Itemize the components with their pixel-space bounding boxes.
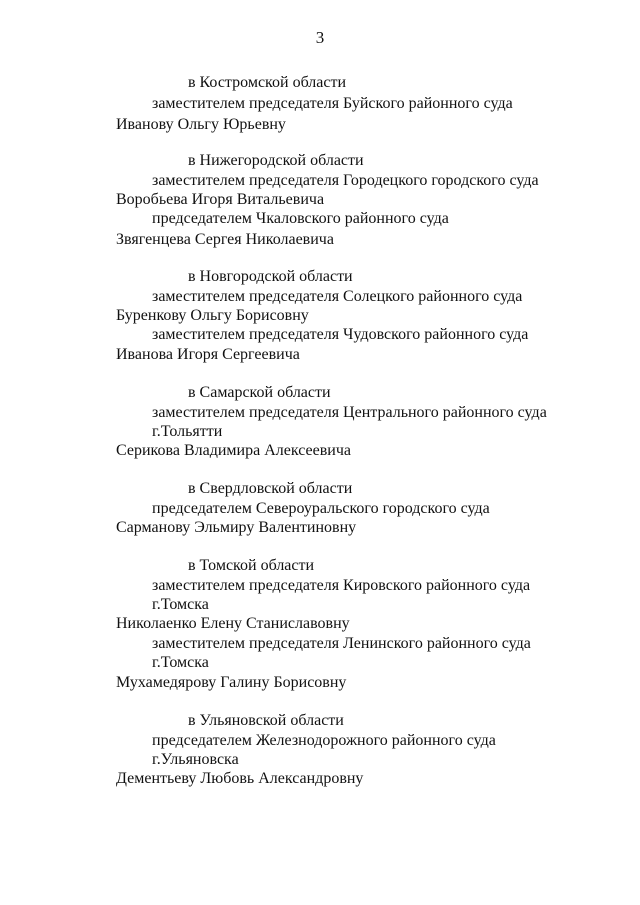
court-city: г.Томска <box>152 596 209 613</box>
appointment-position: заместителем председателя Кировского районного суда <box>152 577 531 594</box>
appointment-position: председателем Североуральского городского суда <box>152 500 490 517</box>
appointment-position: председателем Чкаловского районного суда <box>152 210 449 227</box>
appointment-position: заместителем председателя Чудовского районного суда <box>152 326 529 343</box>
region-heading: в Самарской области <box>188 384 331 401</box>
region-heading: в Томской области <box>188 557 315 574</box>
appointee-name: Звягенцева Сергея Николаевича <box>116 231 334 248</box>
appointee-name: Воробьева Игоря Витальевича <box>116 191 325 208</box>
region-heading: в Ульяновской области <box>188 712 344 729</box>
appointee-name: Иванову Ольгу Юрьевну <box>116 116 286 133</box>
appointment-position: заместителем председателя Городецкого городского суда <box>152 172 539 189</box>
appointment-position: заместителем председателя Буйского районного суда <box>152 95 513 112</box>
region-heading: в Свердловской области <box>188 480 353 497</box>
appointee-name: Мухамедярову Галину Борисовну <box>116 674 347 691</box>
appointment-position: председателем Железнодорожного районного суда <box>152 732 496 749</box>
court-city: г.Томска <box>152 654 209 671</box>
region-heading: в Новгородской области <box>188 268 353 285</box>
region-heading: в Костромской области <box>188 74 347 91</box>
appointee-name: Сарманову Эльмиру Валентиновну <box>116 519 357 536</box>
appointee-name: Николаенко Елену Станиславовну <box>116 615 350 632</box>
court-city: г.Тольятти <box>152 423 223 440</box>
appointee-name: Серикова Владимира Алексеевича <box>116 442 351 459</box>
appointee-name: Дементьеву Любовь Александровну <box>116 770 364 787</box>
appointee-name: Буренкову Ольгу Борисовну <box>116 307 309 324</box>
page-number: 3 <box>315 28 325 47</box>
region-heading: в Нижегородской области <box>188 152 364 169</box>
appointment-position: заместителем председателя Солецкого районного суда <box>152 288 523 305</box>
court-city: г.Ульяновска <box>152 751 239 768</box>
appointment-position: заместителем председателя Ленинского районного суда <box>152 635 531 652</box>
appointee-name: Иванова Игоря Сергеевича <box>116 346 300 363</box>
appointment-position: заместителем председателя Центрального районного суда <box>152 404 547 421</box>
